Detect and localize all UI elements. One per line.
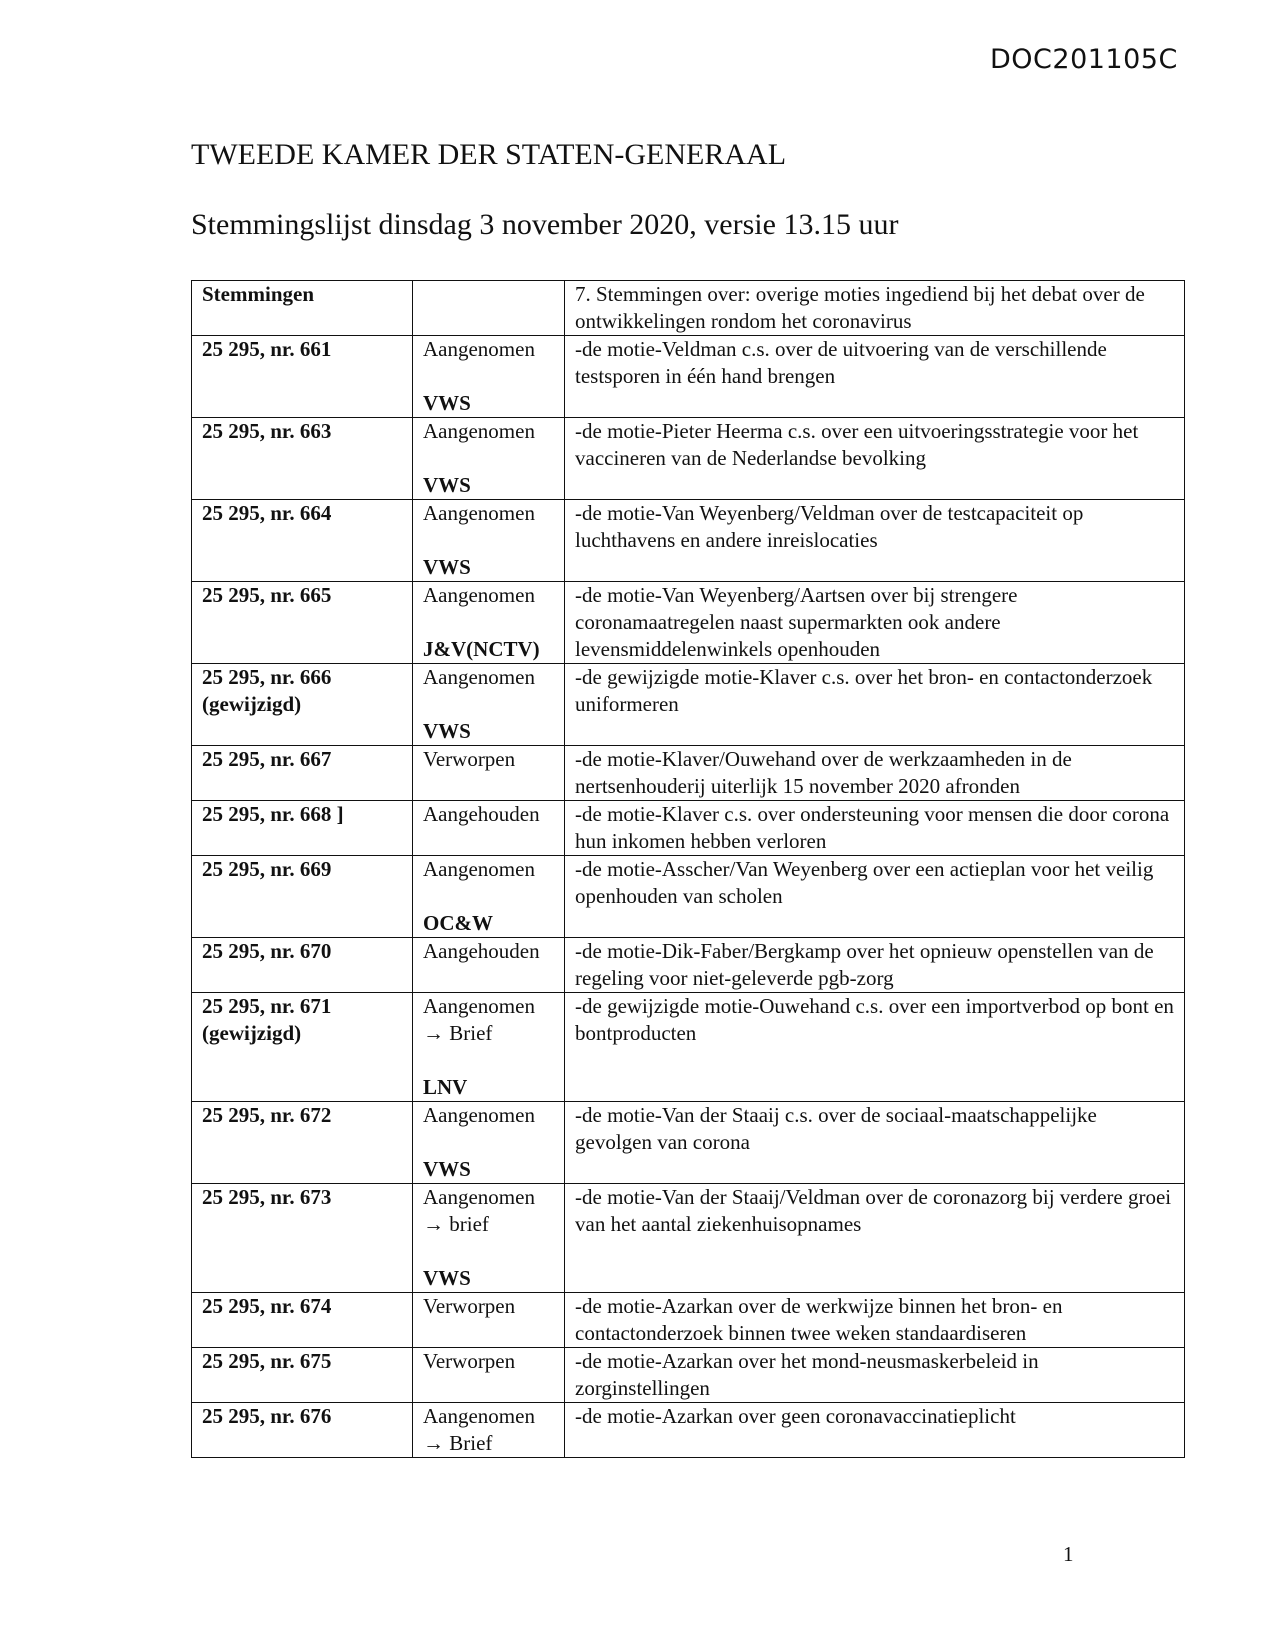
table-row bbox=[192, 1348, 1185, 1403]
responsible-ministry: VWS bbox=[423, 719, 471, 743]
responsible-ministry: VWS bbox=[423, 1157, 471, 1181]
table-row bbox=[192, 938, 1185, 993]
motion-description: -de motie-Van der Staaij/Veldman over de coronazorg bij verdere groei van het aantal ziekenhuisopnames bbox=[565, 1184, 1185, 1293]
motion-reference: 25 295, nr. 670 bbox=[202, 939, 332, 963]
vote-status: Verworpen bbox=[423, 1294, 516, 1318]
motion-reference: 25 295, nr. 668 ] bbox=[202, 802, 344, 826]
vote-result-cell bbox=[413, 993, 565, 1102]
cell-spacer bbox=[423, 363, 554, 390]
follow-up-action: → Brief bbox=[423, 1021, 493, 1045]
table-row bbox=[192, 1184, 1185, 1293]
motion-reference-cell bbox=[192, 1348, 413, 1403]
header-cell-empty bbox=[413, 281, 565, 336]
motion-description: -de motie-Azarkan over de werkwijze binnen het bron- en contactonderzoek binnen twee weken standaardiseren bbox=[565, 1293, 1185, 1348]
vote-status: Aangenomen bbox=[423, 1103, 535, 1127]
motion-reference-cell bbox=[192, 336, 413, 418]
vote-result-cell bbox=[413, 664, 565, 746]
vote-result-cell bbox=[413, 1293, 565, 1348]
motion-description: -de gewijzigde motie-Ouwehand c.s. over een importverbod op bont en bontproducten bbox=[565, 993, 1185, 1102]
motion-reference-cell bbox=[192, 664, 413, 746]
motion-description: -de motie-Van Weyenberg/Veldman over de testcapaciteit op luchthavens en andere inreislocaties bbox=[565, 500, 1185, 582]
motion-reference: 25 295, nr. 672 bbox=[202, 1103, 332, 1127]
motion-description: -de motie-Azarkan over geen coronavaccinatieplicht bbox=[565, 1403, 1185, 1458]
vote-status: Verworpen bbox=[423, 1349, 516, 1373]
table-row bbox=[192, 856, 1185, 938]
vote-status: Aangenomen bbox=[423, 994, 535, 1018]
table-row bbox=[192, 746, 1185, 801]
cell-spacer bbox=[423, 609, 554, 636]
motion-reference-cell bbox=[192, 500, 413, 582]
motion-reference: 25 295, nr. 671 bbox=[202, 994, 332, 1018]
header-cell-agenda-item: 7. Stemmingen over: overige moties ingediend bij het debat over de ontwikkelingen rondom het coronavirus bbox=[565, 281, 1185, 336]
motion-reference-cell bbox=[192, 1184, 413, 1293]
motion-reference-cell bbox=[192, 1293, 413, 1348]
responsible-ministry: VWS bbox=[423, 473, 471, 497]
motion-reference: 25 295, nr. 676 bbox=[202, 1404, 332, 1428]
table-row bbox=[192, 993, 1185, 1102]
table-row bbox=[192, 801, 1185, 856]
motion-description: -de motie-Klaver c.s. over ondersteuning voor mensen die door corona hun inkomen hebben verloren bbox=[565, 801, 1185, 856]
table-row bbox=[192, 582, 1185, 664]
motion-description: -de motie-Dik-Faber/Bergkamp over het opnieuw openstellen van de regeling voor niet-geleverde pgb-zorg bbox=[565, 938, 1185, 993]
motion-description: -de motie-Veldman c.s. over de uitvoering van de verschillende testsporen in één hand brengen bbox=[565, 336, 1185, 418]
motion-reference: 25 295, nr. 661 bbox=[202, 337, 332, 361]
vote-result-cell bbox=[413, 746, 565, 801]
table-row bbox=[192, 664, 1185, 746]
responsible-ministry: VWS bbox=[423, 1266, 471, 1290]
motion-description: -de motie-Van der Staaij c.s. over de sociaal-maatschappelijke gevolgen van corona bbox=[565, 1102, 1185, 1184]
motion-description: -de motie-Azarkan over het mond-neusmaskerbeleid in zorginstellingen bbox=[565, 1348, 1185, 1403]
responsible-ministry: VWS bbox=[423, 555, 471, 579]
cell-spacer bbox=[423, 883, 554, 910]
motion-reference-cell bbox=[192, 582, 413, 664]
vote-result-cell bbox=[413, 1184, 565, 1293]
cell-spacer bbox=[423, 527, 554, 554]
vote-result-cell bbox=[413, 938, 565, 993]
motion-reference: 25 295, nr. 673 bbox=[202, 1185, 332, 1209]
cell-spacer bbox=[423, 691, 554, 718]
votes-table-body bbox=[192, 281, 1185, 1458]
motion-description: -de motie-Pieter Heerma c.s. over een uitvoeringsstrategie voor het vaccineren van de Nederlandse bevolking bbox=[565, 418, 1185, 500]
vote-status: Aangenomen bbox=[423, 583, 535, 607]
vote-result-cell bbox=[413, 856, 565, 938]
document-code: DOC201105C bbox=[990, 44, 1178, 75]
vote-result-cell bbox=[413, 1348, 565, 1403]
motion-reference-cell bbox=[192, 938, 413, 993]
motion-reference: 25 295, nr. 674 bbox=[202, 1294, 332, 1318]
motion-reference-note: (gewijzigd) bbox=[202, 1021, 302, 1045]
vote-result-cell bbox=[413, 801, 565, 856]
page-number: 1 bbox=[1063, 1542, 1074, 1566]
responsible-ministry: LNV bbox=[423, 1075, 468, 1099]
table-row bbox=[192, 418, 1185, 500]
motion-reference-cell bbox=[192, 746, 413, 801]
responsible-ministry: VWS bbox=[423, 391, 471, 415]
vote-status: Aangenomen bbox=[423, 665, 535, 689]
cell-spacer bbox=[423, 1047, 554, 1074]
motion-reference: 25 295, nr. 663 bbox=[202, 419, 332, 443]
motion-reference-cell bbox=[192, 1102, 413, 1184]
table-header-row bbox=[192, 281, 1185, 336]
vote-status: Aangenomen bbox=[423, 857, 535, 881]
vote-status: Aangenomen bbox=[423, 337, 535, 361]
cell-spacer bbox=[423, 1238, 554, 1265]
header-cell-votes: Stemmingen bbox=[192, 281, 413, 336]
cell-spacer bbox=[423, 445, 554, 472]
motion-reference-note: (gewijzigd) bbox=[202, 692, 302, 716]
motion-description: -de motie-Asscher/Van Weyenberg over een actieplan voor het veilig openhouden van scholen bbox=[565, 856, 1185, 938]
motion-reference: 25 295, nr. 666 bbox=[202, 665, 332, 689]
motion-reference-cell bbox=[192, 801, 413, 856]
vote-status: Aangenomen bbox=[423, 1185, 535, 1209]
table-row bbox=[192, 1102, 1185, 1184]
table-row bbox=[192, 336, 1185, 418]
motion-reference: 25 295, nr. 665 bbox=[202, 583, 332, 607]
vote-status: Aangehouden bbox=[423, 802, 540, 826]
list-title: Stemmingslijst dinsdag 3 november 2020, versie 13.15 uur bbox=[191, 208, 899, 241]
motion-reference-cell bbox=[192, 856, 413, 938]
table-row bbox=[192, 500, 1185, 582]
vote-result-cell bbox=[413, 500, 565, 582]
responsible-ministry: OC&W bbox=[423, 911, 493, 935]
motion-description: -de motie-Klaver/Ouwehand over de werkzaamheden in de nertsenhouderij uiterlijk 15 november 2020 afronden bbox=[565, 746, 1185, 801]
motion-reference: 25 295, nr. 664 bbox=[202, 501, 332, 525]
follow-up-action: → brief bbox=[423, 1212, 489, 1236]
vote-status: Aangenomen bbox=[423, 501, 535, 525]
follow-up-action: → Brief bbox=[423, 1431, 493, 1455]
motion-reference: 25 295, nr. 667 bbox=[202, 747, 332, 771]
vote-status: Aangenomen bbox=[423, 419, 535, 443]
table-row bbox=[192, 1403, 1185, 1458]
cell-spacer bbox=[423, 1129, 554, 1156]
votes-table bbox=[191, 280, 1185, 1458]
organization-title: TWEEDE KAMER DER STATEN-GENERAAL bbox=[191, 138, 787, 171]
vote-status: Aangenomen bbox=[423, 1404, 535, 1428]
motion-reference-cell bbox=[192, 418, 413, 500]
vote-result-cell bbox=[413, 336, 565, 418]
motion-reference: 25 295, nr. 669 bbox=[202, 857, 332, 881]
motion-reference-cell bbox=[192, 993, 413, 1102]
motion-description: -de motie-Van Weyenberg/Aartsen over bij strengere coronamaatregelen naast supermarkten ook andere levensmiddelenwinkels openhouden bbox=[565, 582, 1185, 664]
motion-reference-cell bbox=[192, 1403, 413, 1458]
vote-status: Aangehouden bbox=[423, 939, 540, 963]
vote-result-cell bbox=[413, 1403, 565, 1458]
vote-result-cell bbox=[413, 582, 565, 664]
table-row bbox=[192, 1293, 1185, 1348]
motion-reference: 25 295, nr. 675 bbox=[202, 1349, 332, 1373]
vote-result-cell bbox=[413, 418, 565, 500]
vote-result-cell bbox=[413, 1102, 565, 1184]
motion-description: -de gewijzigde motie-Klaver c.s. over het bron- en contactonderzoek uniformeren bbox=[565, 664, 1185, 746]
responsible-ministry: J&V(NCTV) bbox=[423, 637, 540, 661]
vote-status: Verworpen bbox=[423, 747, 516, 771]
